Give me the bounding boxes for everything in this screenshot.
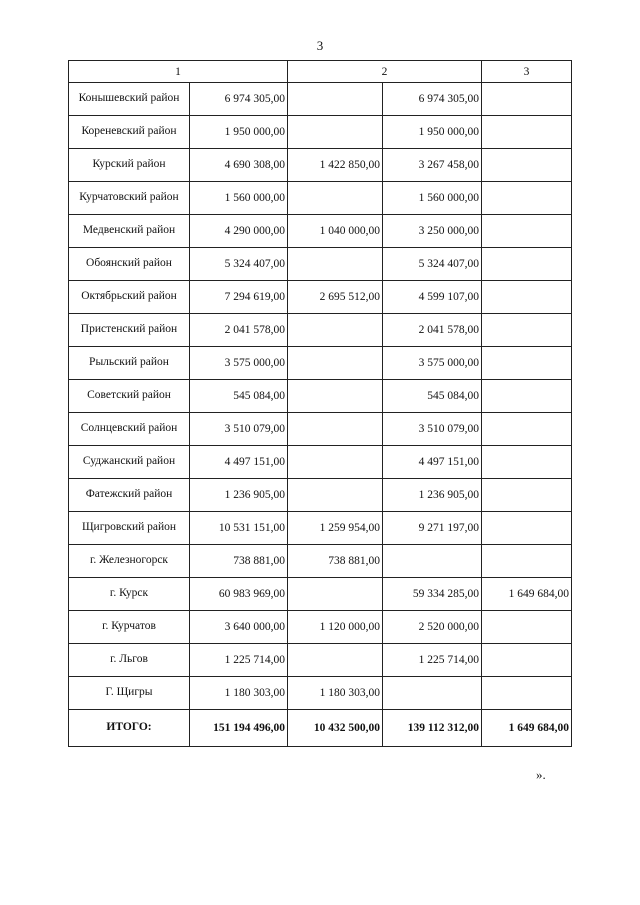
cell-total: 10 531 151,00 [190,512,288,545]
cell-part2: 5 324 407,00 [383,248,482,281]
cell-part3: 1 649 684,00 [482,578,572,611]
table-row [69,413,572,446]
cell-total: 5 324 407,00 [190,248,288,281]
cell-name: Советский район [69,380,190,413]
cell-part2: 139 112 312,00 [383,710,482,747]
cell-part1 [288,347,383,380]
cell-part1 [288,83,383,116]
table-row [69,644,572,677]
table-row [69,149,572,182]
cell-total: 545 084,00 [190,380,288,413]
cell-part2: 4 497 151,00 [383,446,482,479]
cell-total: 3 640 000,00 [190,611,288,644]
cell-part2: 1 950 000,00 [383,116,482,149]
cell-part1: 1 120 000,00 [288,611,383,644]
cell-part1: 1 180 303,00 [288,677,383,710]
cell-name: Щигровский район [69,512,190,545]
table-row [69,116,572,149]
cell-part3 [482,347,572,380]
cell-name: г. Льгов [69,644,190,677]
table-row [69,380,572,413]
cell-part2: 59 334 285,00 [383,578,482,611]
table-row [69,83,572,116]
cell-part3: 1 649 684,00 [482,710,572,747]
cell-part2: 2 041 578,00 [383,314,482,347]
table-row [69,446,572,479]
cell-name: ИТОГО: [69,710,190,747]
cell-part3 [482,149,572,182]
cell-part1 [288,182,383,215]
cell-part2: 1 560 000,00 [383,182,482,215]
cell-total: 60 983 969,00 [190,578,288,611]
cell-part3 [482,446,572,479]
cell-part1 [288,248,383,281]
table-row [69,215,572,248]
cell-total: 1 180 303,00 [190,677,288,710]
cell-name: Суджанский район [69,446,190,479]
cell-name: г. Железногорск [69,545,190,578]
cell-part3 [482,479,572,512]
table-row [69,479,572,512]
cell-part2: 9 271 197,00 [383,512,482,545]
cell-part2: 1 236 905,00 [383,479,482,512]
header-col-1: 1 [69,61,288,83]
cell-part1 [288,446,383,479]
cell-total: 4 690 308,00 [190,149,288,182]
cell-part3 [482,182,572,215]
cell-part2: 3 510 079,00 [383,413,482,446]
cell-part3 [482,314,572,347]
cell-part2 [383,677,482,710]
cell-part3 [482,413,572,446]
cell-part3 [482,611,572,644]
cell-total: 6 974 305,00 [190,83,288,116]
cell-part2 [383,545,482,578]
cell-name: г. Курчатов [69,611,190,644]
cell-part1 [288,479,383,512]
cell-part3 [482,248,572,281]
cell-total: 1 236 905,00 [190,479,288,512]
cell-total: 1 950 000,00 [190,116,288,149]
table-total-row [69,710,572,747]
closing-quote-mark: ». [536,767,546,782]
cell-part1: 738 881,00 [288,545,383,578]
table-row [69,578,572,611]
table-row [69,281,572,314]
table-row [69,182,572,215]
cell-part1: 1 040 000,00 [288,215,383,248]
cell-total: 4 497 151,00 [190,446,288,479]
cell-part2: 2 520 000,00 [383,611,482,644]
cell-name: Медвенский район [69,215,190,248]
cell-name: Рыльский район [69,347,190,380]
cell-part1 [288,413,383,446]
cell-part1: 1 259 954,00 [288,512,383,545]
cell-name: Конышевский район [69,83,190,116]
cell-part1: 2 695 512,00 [288,281,383,314]
cell-part2: 4 599 107,00 [383,281,482,314]
cell-part1 [288,644,383,677]
cell-part2: 3 575 000,00 [383,347,482,380]
cell-part1: 10 432 500,00 [288,710,383,747]
cell-name: Кореневский район [69,116,190,149]
cell-part2: 6 974 305,00 [383,83,482,116]
cell-part1: 1 422 850,00 [288,149,383,182]
cell-name: Курский район [69,149,190,182]
allocation-table [68,60,572,747]
header-col-3: 3 [482,61,572,83]
cell-name: Пристенский район [69,314,190,347]
cell-part3 [482,281,572,314]
cell-part3 [482,545,572,578]
table-row [69,677,572,710]
cell-part1 [288,314,383,347]
cell-total: 151 194 496,00 [190,710,288,747]
cell-total: 3 575 000,00 [190,347,288,380]
table-row [69,314,572,347]
cell-total: 4 290 000,00 [190,215,288,248]
cell-part1 [288,116,383,149]
table-row [69,347,572,380]
cell-total: 1 225 714,00 [190,644,288,677]
cell-part2: 3 267 458,00 [383,149,482,182]
cell-part3 [482,215,572,248]
cell-part3 [482,677,572,710]
cell-total: 7 294 619,00 [190,281,288,314]
cell-total: 1 560 000,00 [190,182,288,215]
cell-name: Октябрьский район [69,281,190,314]
cell-part2: 3 250 000,00 [383,215,482,248]
header-col-2: 2 [288,61,482,83]
cell-part3 [482,512,572,545]
cell-part2: 545 084,00 [383,380,482,413]
cell-part3 [482,83,572,116]
page-number: 3 [316,38,324,53]
cell-part3 [482,644,572,677]
cell-name: Курчатовский район [69,182,190,215]
cell-name: Солнцевский район [69,413,190,446]
cell-name: Обоянский район [69,248,190,281]
cell-name: г. Курск [69,578,190,611]
table-header-row [69,61,572,83]
table-row [69,545,572,578]
cell-name: Фатежский район [69,479,190,512]
cell-part2: 1 225 714,00 [383,644,482,677]
table-row [69,611,572,644]
cell-total: 738 881,00 [190,545,288,578]
cell-total: 2 041 578,00 [190,314,288,347]
cell-name: Г. Щигры [69,677,190,710]
table-row [69,248,572,281]
cell-part3 [482,116,572,149]
cell-part3 [482,380,572,413]
cell-total: 3 510 079,00 [190,413,288,446]
cell-part1 [288,578,383,611]
table-row [69,512,572,545]
cell-part1 [288,380,383,413]
